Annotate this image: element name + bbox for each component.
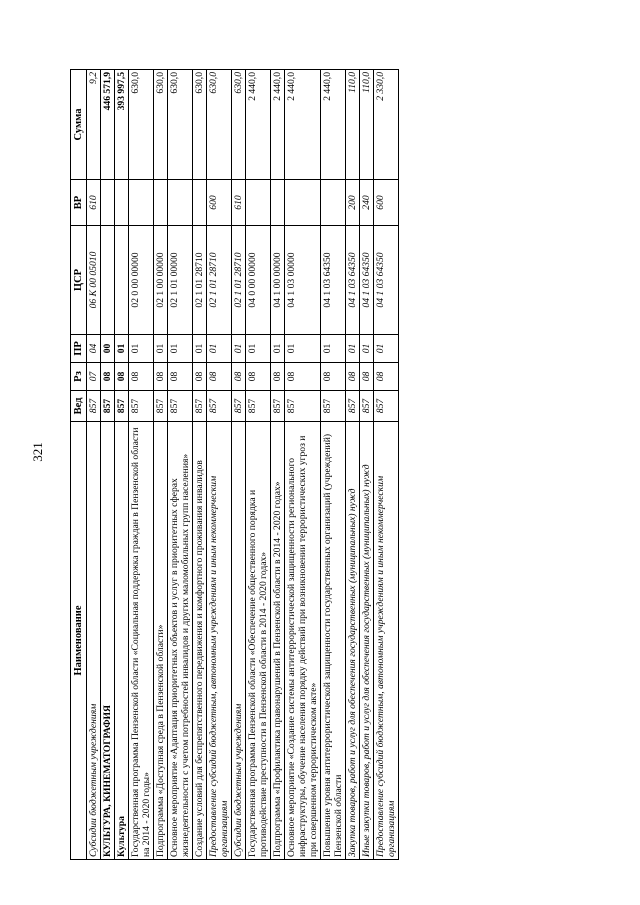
table-row	[246, 70, 271, 860]
cell-ved: 857	[115, 391, 129, 422]
cell-pr: 04	[87, 335, 101, 363]
cell-ved: 857	[246, 391, 271, 422]
cell-rz: 08	[101, 363, 115, 391]
table-row	[87, 70, 101, 860]
table-row	[360, 70, 374, 860]
cell-ved: 857	[168, 391, 193, 422]
cell-name: Государственная программа Пензенской области «Социальная поддержка граждан в Пензенской области на 2014 - 2020 годы»	[129, 422, 154, 860]
header-rz: Рз	[71, 363, 87, 391]
cell-ved: 857	[346, 391, 360, 422]
cell-ved: 857	[154, 391, 168, 422]
header-csr: ЦСР	[71, 226, 87, 335]
cell-csr: 04 1 03 64350	[346, 226, 360, 335]
cell-csr: 04 0 00 00000	[246, 226, 271, 335]
cell-ved: 857	[193, 391, 207, 422]
cell-rz: 08	[129, 363, 154, 391]
table-row	[374, 70, 399, 860]
cell-name: КУЛЬТУРА, КИНЕМАТОГРАФИЯ	[101, 422, 115, 860]
cell-rz: 08	[321, 363, 346, 391]
table-row	[168, 70, 193, 860]
cell-vr	[321, 180, 346, 226]
cell-vr: 200	[346, 180, 360, 226]
cell-rz: 08	[374, 363, 399, 391]
cell-name: Субсидии бюджетным учреждениям	[87, 422, 101, 860]
header-vr: ВР	[71, 180, 87, 226]
cell-vr	[271, 180, 285, 226]
table-row	[129, 70, 154, 860]
cell-csr: 02 0 00 00000	[129, 226, 154, 335]
cell-csr	[101, 226, 115, 335]
cell-csr: 02 1 00 00000	[154, 226, 168, 335]
table-header-row	[71, 70, 87, 860]
cell-name: Подпрограмма «Доступная среда в Пензенской области»	[154, 422, 168, 860]
header-name: Наименование	[71, 422, 87, 860]
cell-csr	[115, 226, 129, 335]
cell-pr: 01	[115, 335, 129, 363]
cell-sum: 446 571,9	[101, 70, 115, 180]
cell-pr: 00	[101, 335, 115, 363]
cell-ved: 857	[87, 391, 101, 422]
cell-sum: 393 997,5	[115, 70, 129, 180]
cell-rz: 08	[346, 363, 360, 391]
cell-vr: 600	[374, 180, 399, 226]
cell-csr: 02 1 01 00000	[168, 226, 193, 335]
table-row	[232, 70, 246, 860]
cell-rz: 08	[360, 363, 374, 391]
cell-sum: 2 440,0	[246, 70, 271, 180]
cell-pr: 01	[360, 335, 374, 363]
cell-pr: 01	[285, 335, 321, 363]
cell-rz: 08	[207, 363, 232, 391]
cell-sum: 630,0	[154, 70, 168, 180]
cell-vr	[154, 180, 168, 226]
header-pr: ПР	[71, 335, 87, 363]
cell-name: Повышение уровня антитеррористической защищенности государственных организаций (учреждений) Пензенской области	[321, 422, 346, 860]
cell-sum: 110,0	[360, 70, 374, 180]
cell-vr	[101, 180, 115, 226]
cell-rz: 08	[246, 363, 271, 391]
cell-pr: 01	[129, 335, 154, 363]
cell-vr	[129, 180, 154, 226]
cell-name: Подпрограмма «Профилактика правонарушений в Пензенской области в 2014 - 2020 годах»	[271, 422, 285, 860]
cell-vr: 610	[87, 180, 101, 226]
table-row	[154, 70, 168, 860]
cell-name: Основное мероприятие «Адаптация приоритетных объектов и услуг в приоритетных сферах жизнедеятельности с учетом потребностей инвалидов и других маломобильных групп населения»	[168, 422, 193, 860]
cell-csr: 02 1 01 28710	[232, 226, 246, 335]
cell-csr: 04 1 03 64350	[374, 226, 399, 335]
cell-name: Предоставление субсидий бюджетным, автономным учреждениям и иным некоммерческим организациям	[374, 422, 399, 860]
cell-ved: 857	[374, 391, 399, 422]
cell-rz: 08	[168, 363, 193, 391]
cell-ved: 857	[360, 391, 374, 422]
cell-vr	[285, 180, 321, 226]
table-row	[115, 70, 129, 860]
cell-rz: 07	[87, 363, 101, 391]
cell-csr: 02 1 01 28710	[207, 226, 232, 335]
cell-name: Закупка товаров, работ и услуг для обеспечения государственных (муниципальных) нужд	[346, 422, 360, 860]
cell-vr	[246, 180, 271, 226]
cell-vr	[193, 180, 207, 226]
cell-name: Государственная программа Пензенской области «Обеспечение общественного порядка и противодействие преступности в Пензенской области в 2014 - 2020 годах»	[246, 422, 271, 860]
cell-csr: 04 1 03 00000	[285, 226, 321, 335]
cell-pr: 01	[246, 335, 271, 363]
cell-ved: 857	[207, 391, 232, 422]
cell-ved: 857	[232, 391, 246, 422]
table-row	[321, 70, 346, 860]
cell-pr: 01	[193, 335, 207, 363]
rotated-page-content	[70, 70, 399, 860]
cell-sum: 2 330,0	[374, 70, 399, 180]
cell-rz: 08	[271, 363, 285, 391]
cell-sum: 630,0	[129, 70, 154, 180]
cell-vr: 240	[360, 180, 374, 226]
table-body	[87, 70, 399, 860]
cell-csr: 04 1 03 64350	[321, 226, 346, 335]
table-row	[285, 70, 321, 860]
cell-rz: 08	[115, 363, 129, 391]
cell-pr: 01	[321, 335, 346, 363]
cell-csr: 04 1 03 64350	[360, 226, 374, 335]
cell-rz: 08	[193, 363, 207, 391]
cell-sum: 630,0	[168, 70, 193, 180]
cell-pr: 01	[232, 335, 246, 363]
cell-sum: 2 440,0	[321, 70, 346, 180]
header-sum: Сумма	[71, 70, 87, 180]
cell-sum: 2 440,0	[271, 70, 285, 180]
cell-vr	[115, 180, 129, 226]
cell-vr	[168, 180, 193, 226]
cell-pr: 01	[374, 335, 399, 363]
cell-name: Основное мероприятие «Создание системы антитеррористической защищенности регионального инфраструктуры, обучение населения порядку действий при возникновении террористических угроз и при совершенном террористическом акте»	[285, 422, 321, 860]
cell-name: Субсидии бюджетным учреждениям	[232, 422, 246, 860]
cell-name: Культура	[115, 422, 129, 860]
cell-pr: 01	[346, 335, 360, 363]
cell-sum: 630,0	[232, 70, 246, 180]
cell-sum: 630,0	[193, 70, 207, 180]
cell-rz: 08	[154, 363, 168, 391]
cell-sum: 630,0	[207, 70, 232, 180]
table-row	[207, 70, 232, 860]
budget-table	[70, 69, 399, 860]
cell-ved: 857	[321, 391, 346, 422]
cell-sum: 2 440,0	[285, 70, 321, 180]
cell-rz: 08	[285, 363, 321, 391]
cell-sum: 9,2	[87, 70, 101, 180]
table-row	[101, 70, 115, 860]
cell-csr: 06 К 00 05010	[87, 226, 101, 335]
cell-ved: 857	[101, 391, 115, 422]
cell-csr: 04 1 00 00000	[271, 226, 285, 335]
cell-name: Предоставление субсидий бюджетным, автономным учреждениям и иным некоммерческим организациям	[207, 422, 232, 860]
cell-ved: 857	[271, 391, 285, 422]
cell-ved: 857	[129, 391, 154, 422]
page-number: 321	[30, 442, 45, 462]
cell-pr: 01	[168, 335, 193, 363]
table-row	[193, 70, 207, 860]
cell-pr: 01	[271, 335, 285, 363]
cell-ved: 857	[285, 391, 321, 422]
cell-csr: 02 1 01 28710	[193, 226, 207, 335]
cell-pr: 01	[207, 335, 232, 363]
table-row	[271, 70, 285, 860]
header-ved: Вед	[71, 391, 87, 422]
cell-vr: 610	[232, 180, 246, 226]
cell-name: Иные закупки товаров, работ и услуг для обеспечения государственных (муниципальных) нужд	[360, 422, 374, 860]
cell-vr: 600	[207, 180, 232, 226]
cell-pr: 01	[154, 335, 168, 363]
table-row	[346, 70, 360, 860]
cell-rz: 08	[232, 363, 246, 391]
cell-name: Создание условий для беспрепятственного передвижения и комфортного проживания инвалидов	[193, 422, 207, 860]
cell-sum: 110,0	[346, 70, 360, 180]
